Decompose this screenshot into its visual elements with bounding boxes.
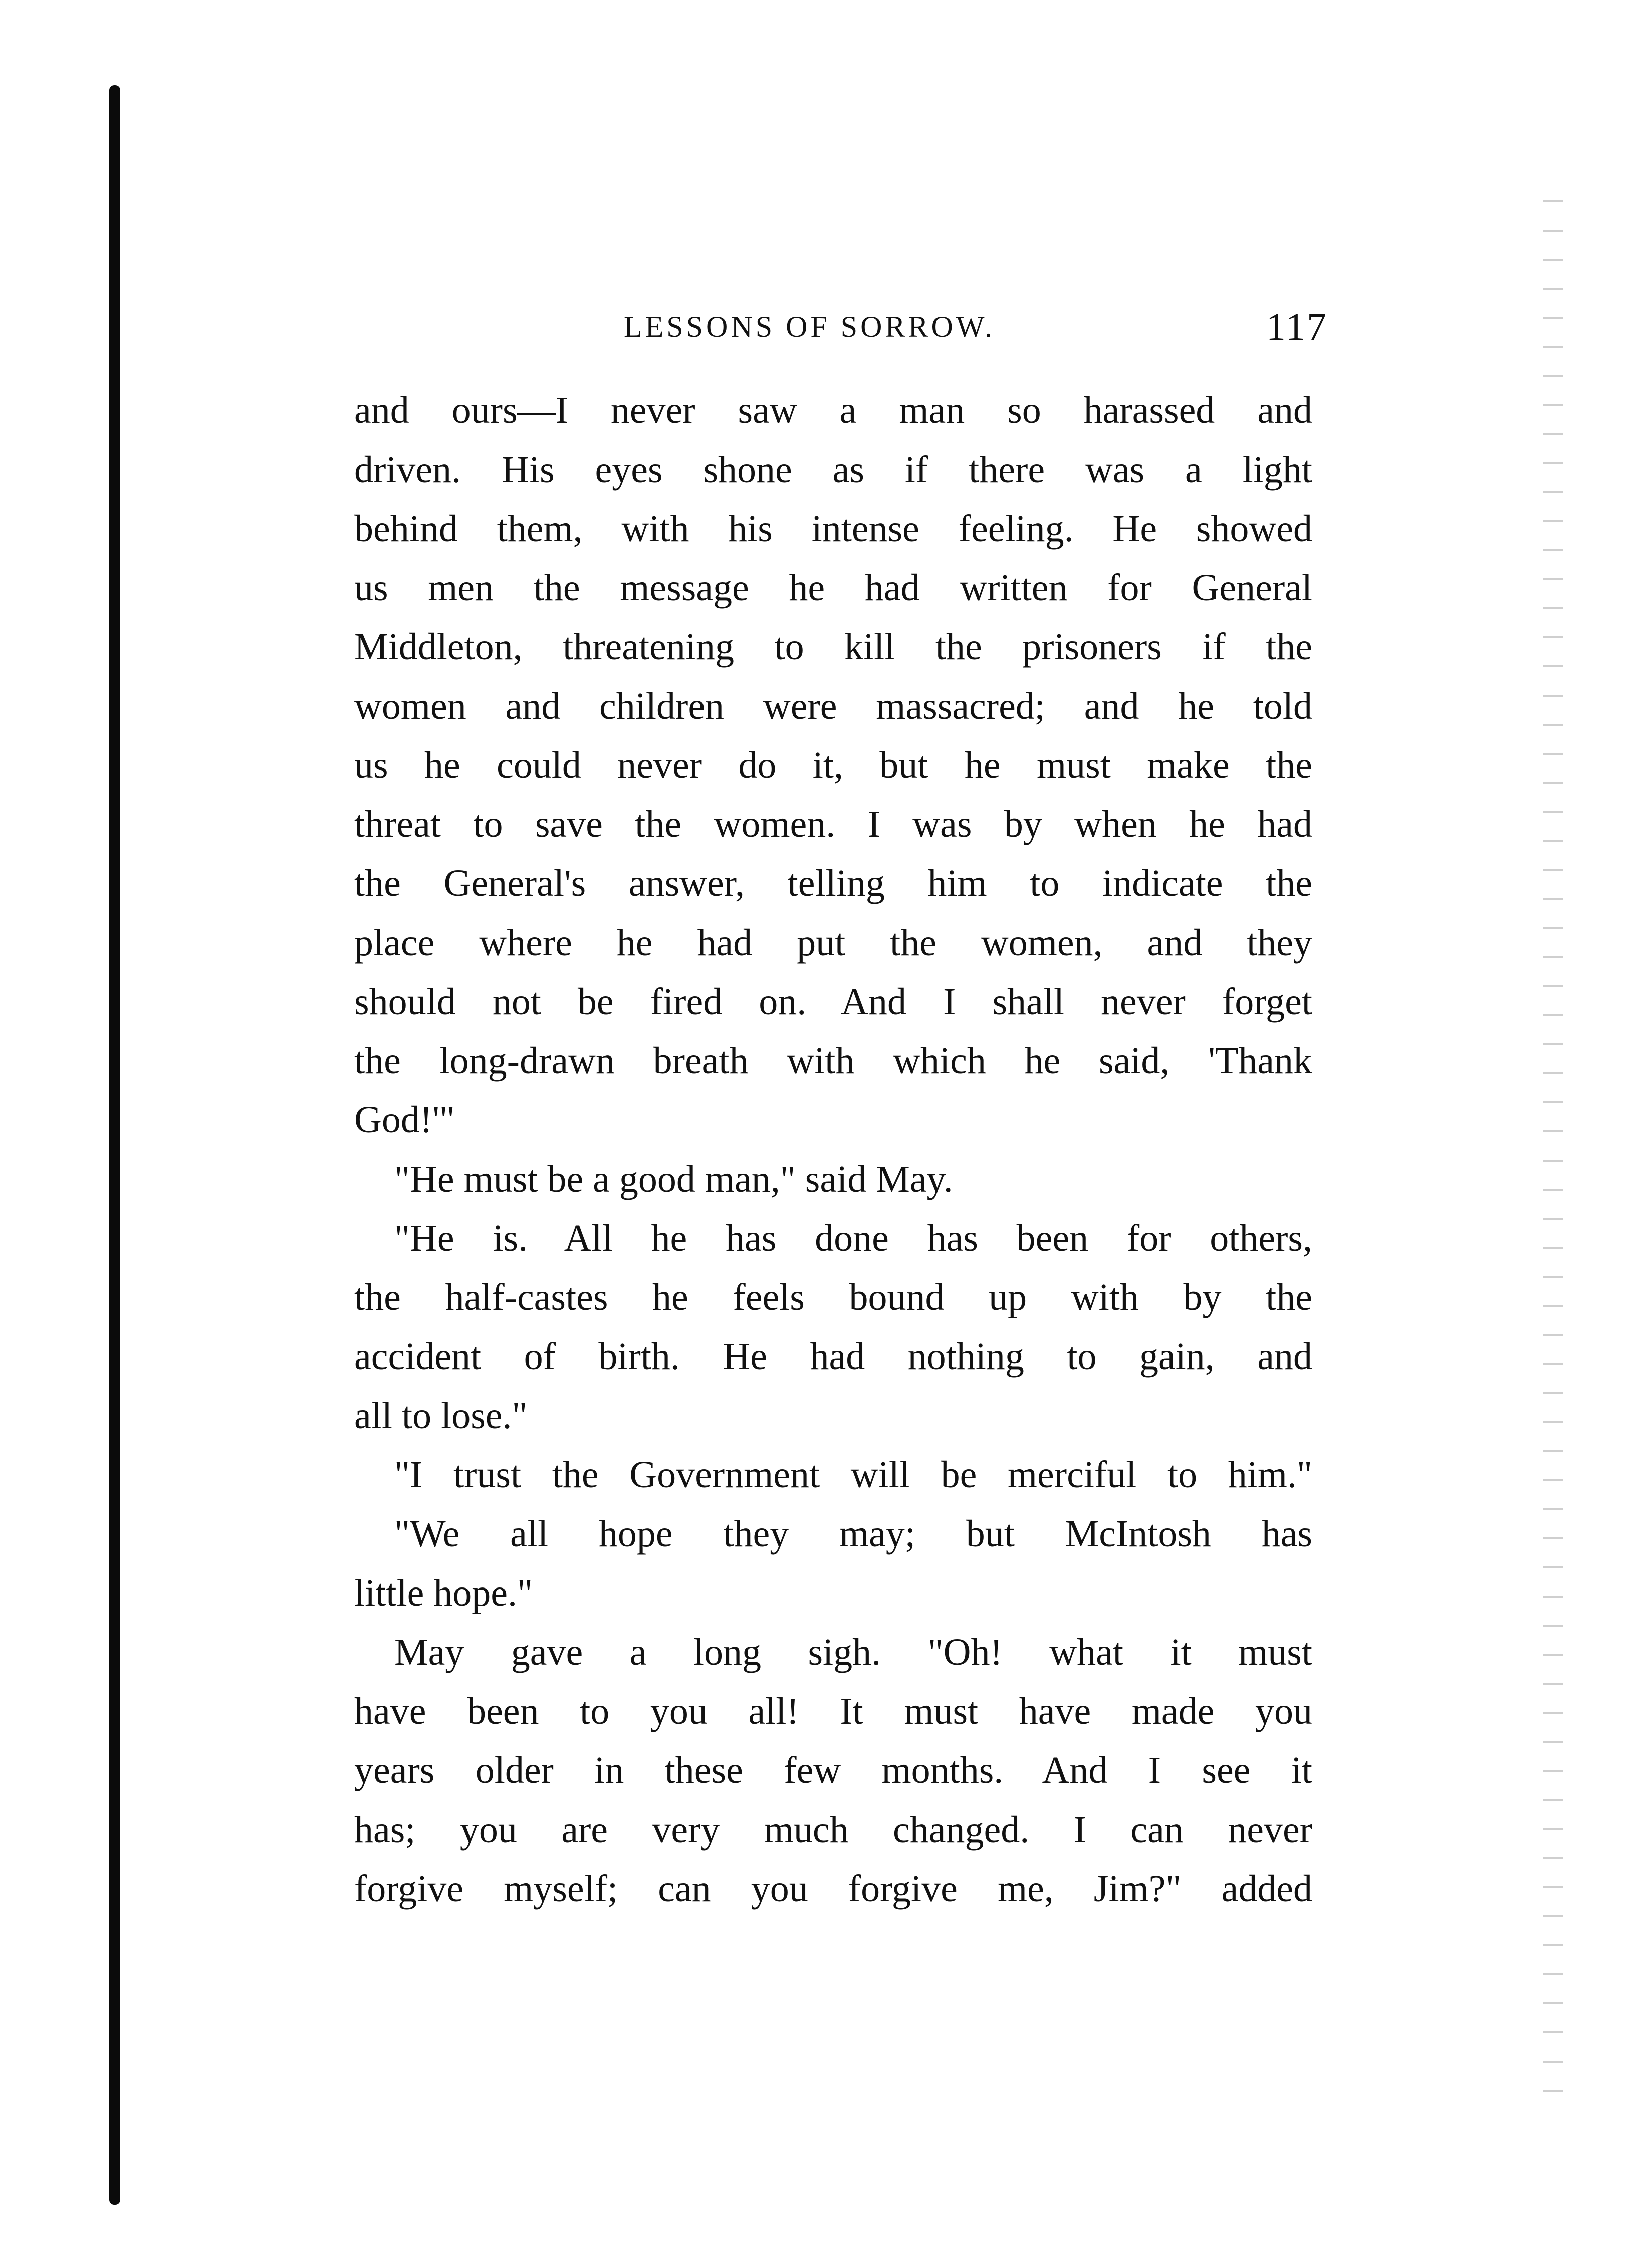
text-line: Middleton, threatening to kill the prisoners if the	[354, 626, 1312, 668]
text-line: years older in these few months. And I see it	[354, 1749, 1312, 1791]
text-line: driven. His eyes shone as if there was a light	[354, 448, 1312, 491]
page-number: 117	[1266, 305, 1328, 348]
text-line: the General's answer, telling him to indicate the	[354, 862, 1312, 904]
text-line: and ours—I never saw a man so harassed and	[354, 389, 1312, 431]
text-line: forgive myself; can you forgive me, Jim?" added	[354, 1868, 1312, 1910]
text-line: threat to save the women. I was by when he had	[354, 803, 1312, 845]
text-line: the long-drawn breath with which he said, 'Thank	[354, 1040, 1312, 1082]
text-line: "We all hope they may; but McIntosh has	[394, 1513, 1312, 1555]
text-line: "He is. All he has done has been for others,	[394, 1217, 1312, 1259]
text-line: all to lose."	[354, 1395, 528, 1437]
text-line: "I trust the Government will be merciful to him."	[394, 1454, 1312, 1496]
text-line: accident of birth. He had nothing to gain, and	[354, 1335, 1312, 1378]
text-line: us he could never do it, but he must make the	[354, 744, 1312, 786]
text-line: May gave a long sigh. "Oh! what it must	[394, 1631, 1312, 1673]
text-line: God!'"	[354, 1099, 455, 1141]
text-line: little hope."	[354, 1572, 533, 1614]
text-line: behind them, with his intense feeling. He showed	[354, 508, 1312, 550]
binding-edge	[109, 85, 120, 2205]
text-line: have been to you all! It must have made you	[354, 1690, 1312, 1732]
text-line: us men the message he had written for General	[354, 567, 1312, 609]
text-line: women and children were massacred; and he told	[354, 685, 1312, 727]
text-line: should not be fired on. And I shall never forget	[354, 981, 1312, 1023]
scan-specks	[1543, 200, 1563, 2105]
body-text	[354, 381, 1312, 1918]
text-line: the half-castes he feels bound up with by the	[354, 1276, 1312, 1318]
running-head	[351, 307, 1328, 347]
running-head-title: LESSONS OF SORROW.	[624, 310, 995, 343]
text-line: place where he had put the women, and they	[354, 922, 1312, 964]
text-line: has; you are very much changed. I can never	[354, 1808, 1312, 1851]
text-line: "He must be a good man," said May.	[394, 1158, 953, 1200]
